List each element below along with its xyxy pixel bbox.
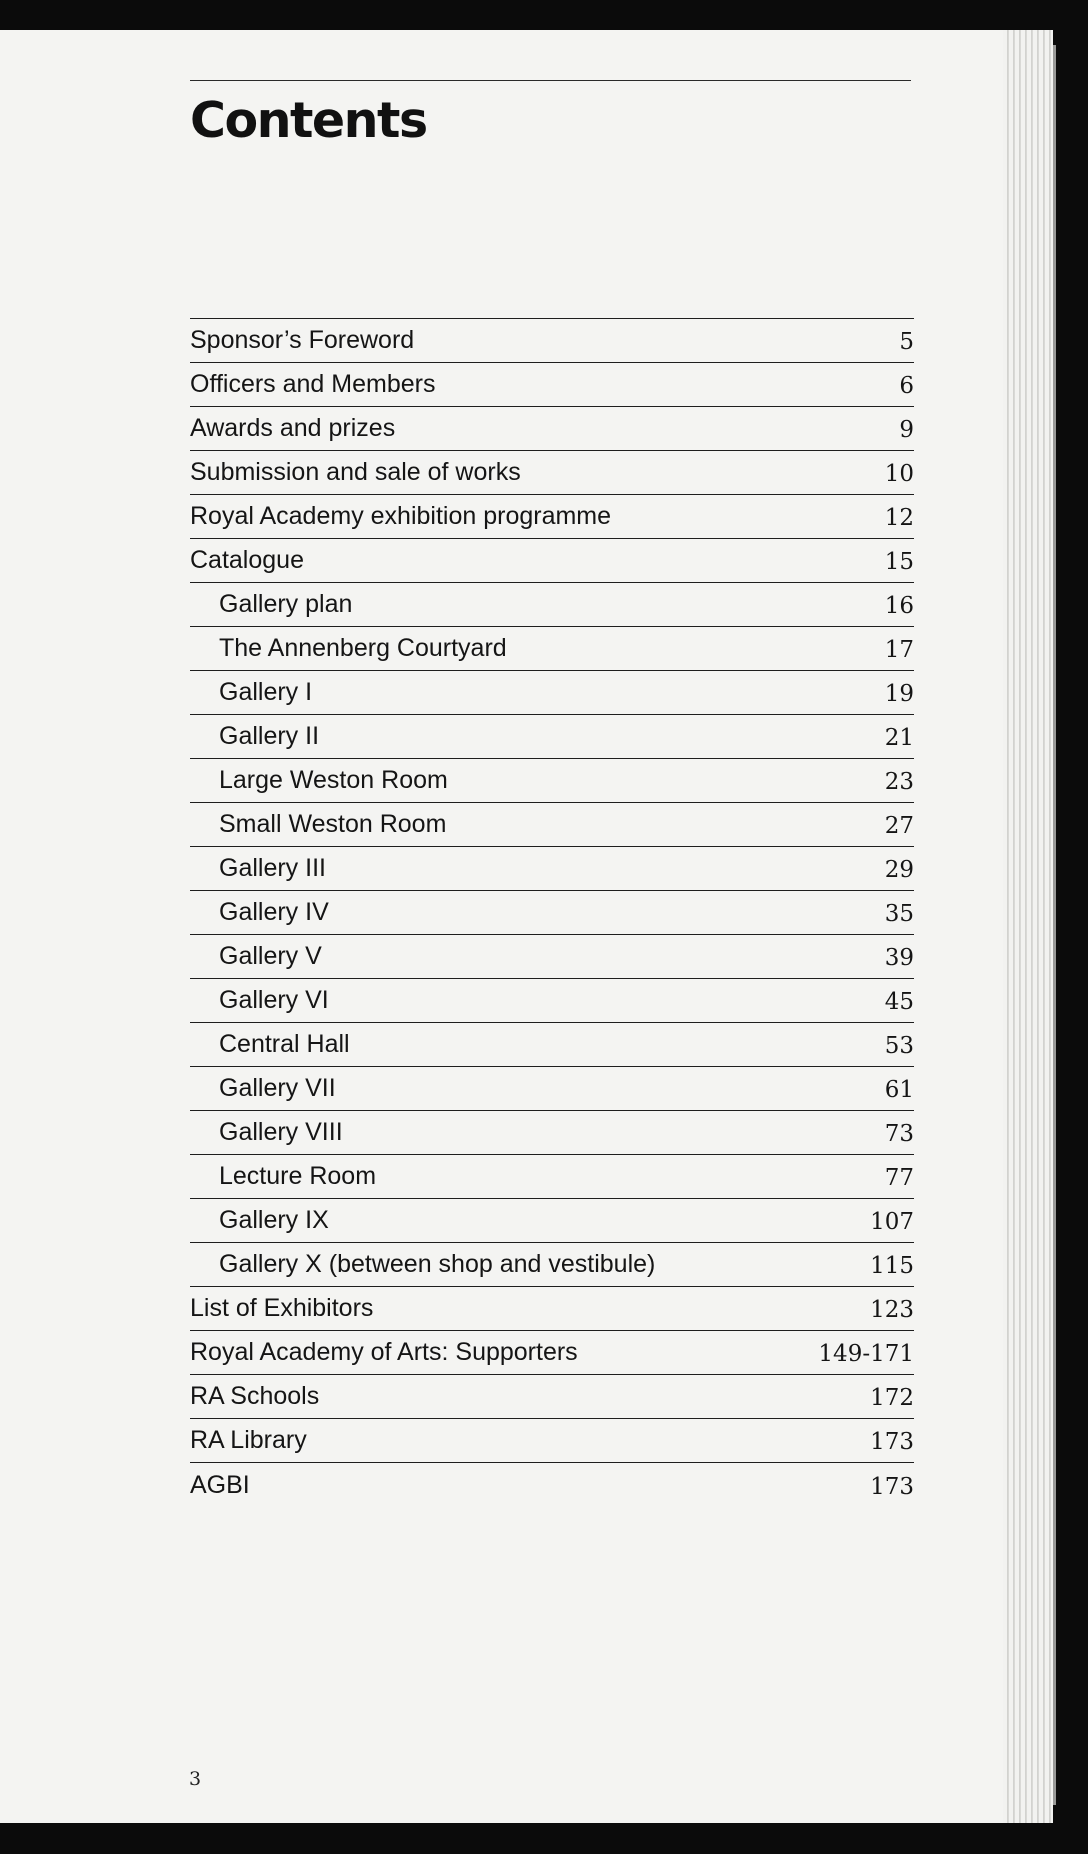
page-stack-edge — [1003, 30, 1053, 1823]
page-number: 3 — [189, 1768, 202, 1790]
toc-entry-page: 123 — [870, 1297, 914, 1323]
toc-entry-page: 21 — [884, 725, 914, 751]
toc-entry-page: 29 — [884, 857, 914, 883]
toc-entry-page: 73 — [884, 1121, 914, 1147]
toc-entry-title: List of Exhibitors — [190, 1294, 374, 1322]
toc-entry-page: 16 — [884, 593, 914, 619]
toc-entry-page: 15 — [884, 549, 914, 575]
toc-entry — [190, 891, 914, 935]
toc-entry — [190, 363, 914, 407]
toc-entry-page: 172 — [870, 1385, 914, 1411]
toc-entry — [190, 407, 914, 451]
toc-entry — [190, 627, 914, 671]
toc-entry — [190, 847, 914, 891]
toc-entry — [190, 671, 914, 715]
toc-entry — [190, 979, 914, 1023]
toc-entry-title: Gallery II — [219, 722, 320, 750]
toc-entry — [190, 495, 914, 539]
toc-entry-title: Gallery I — [219, 678, 313, 706]
toc-entry-page: 17 — [884, 637, 914, 663]
toc-entry — [190, 1331, 914, 1375]
toc-entry — [190, 1463, 914, 1507]
page-stack-shadow — [1053, 45, 1056, 1805]
toc-entry-page: 173 — [870, 1474, 914, 1500]
toc-entry — [190, 1067, 914, 1111]
toc-entry-page: 77 — [884, 1165, 914, 1191]
toc-entry-title: Submission and sale of works — [190, 458, 521, 486]
toc-entry — [190, 759, 914, 803]
toc-entry-page: 35 — [884, 901, 914, 927]
table-of-contents — [190, 318, 914, 1507]
toc-entry-title: RA Schools — [190, 1382, 320, 1410]
toc-entry — [190, 451, 914, 495]
toc-entry — [190, 1023, 914, 1067]
toc-entry-page: 115 — [870, 1253, 914, 1279]
toc-entry-title: Small Weston Room — [219, 810, 447, 838]
toc-entry-page: 39 — [884, 945, 914, 971]
toc-entry-title: AGBI — [190, 1471, 250, 1499]
toc-entry — [190, 319, 914, 363]
heading-rule — [190, 80, 911, 81]
toc-entry-page: 149-171 — [818, 1341, 914, 1367]
toc-entry-title: Sponsor’s Foreword — [190, 326, 415, 354]
toc-entry — [190, 1287, 914, 1331]
toc-entry-title: Gallery plan — [219, 590, 353, 618]
toc-entry — [190, 715, 914, 759]
toc-entry-page: 173 — [870, 1429, 914, 1455]
toc-entry-page: 27 — [884, 813, 914, 839]
toc-entry — [190, 1199, 914, 1243]
toc-entry-title: Gallery V — [219, 942, 322, 970]
toc-entry-title: The Annenberg Courtyard — [219, 634, 507, 662]
toc-entry — [190, 1419, 914, 1463]
toc-entry — [190, 583, 914, 627]
toc-entry-title: Gallery VI — [219, 986, 329, 1014]
toc-entry-page: 19 — [884, 681, 914, 707]
toc-entry-page: 9 — [899, 417, 914, 443]
toc-entry-page: 45 — [884, 989, 914, 1015]
toc-entry-page: 53 — [884, 1033, 914, 1059]
toc-entry — [190, 1155, 914, 1199]
toc-entry — [190, 539, 914, 583]
toc-entry-title: Gallery IX — [219, 1206, 329, 1234]
toc-entry-title: Gallery III — [219, 854, 326, 882]
toc-entry-title: Awards and prizes — [190, 414, 396, 442]
toc-entry-title: Central Hall — [219, 1030, 350, 1058]
toc-entry-title: Royal Academy exhibition programme — [190, 502, 612, 530]
toc-entry-title: RA Library — [190, 1426, 307, 1454]
toc-entry-page: 5 — [899, 329, 914, 355]
toc-entry-page: 12 — [884, 505, 914, 531]
toc-entry-page: 6 — [899, 373, 914, 399]
toc-entry-title: Gallery VIII — [219, 1118, 343, 1146]
toc-entry — [190, 1111, 914, 1155]
toc-entry-page: 107 — [870, 1209, 914, 1235]
toc-entry-title: Officers and Members — [190, 370, 436, 398]
toc-entry-title: Gallery IV — [219, 898, 329, 926]
toc-entry-title: Gallery VII — [219, 1074, 336, 1102]
toc-entry-page: 61 — [884, 1077, 914, 1103]
toc-entry-page: 23 — [884, 769, 914, 795]
toc-entry-title: Large Weston Room — [219, 766, 448, 794]
toc-entry-page: 10 — [884, 461, 914, 487]
toc-entry — [190, 1375, 914, 1419]
toc-entry-title: Royal Academy of Arts: Supporters — [190, 1338, 578, 1366]
toc-entry-title: Gallery X (between shop and vestibule) — [219, 1250, 656, 1278]
toc-entry — [190, 1243, 914, 1287]
toc-entry-title: Catalogue — [190, 546, 304, 574]
toc-entry-title: Lecture Room — [219, 1162, 377, 1190]
toc-entry — [190, 803, 914, 847]
toc-entry — [190, 935, 914, 979]
page-title: Contents — [190, 92, 427, 149]
